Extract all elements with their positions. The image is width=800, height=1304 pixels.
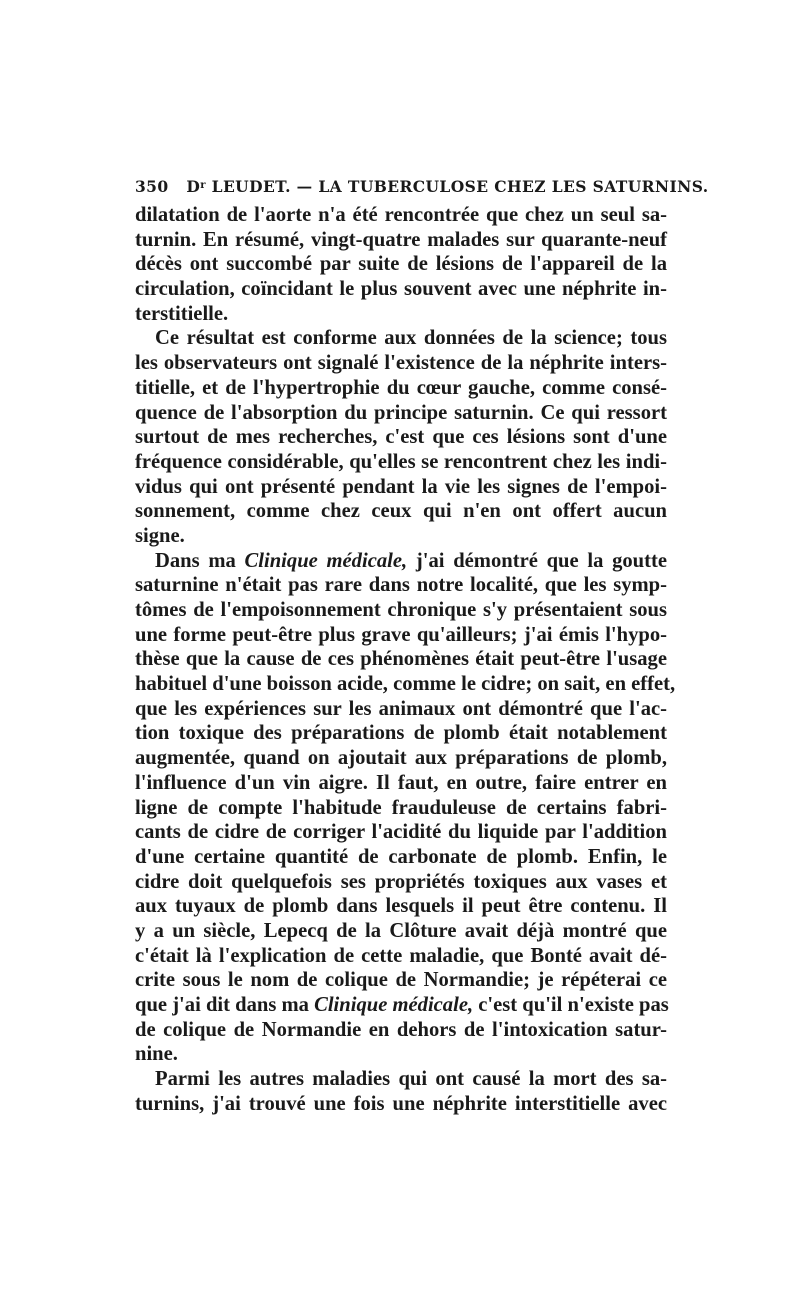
text-segment: que j'ai dit dans ma: [135, 994, 315, 1016]
text-line: terstitielle.: [135, 302, 229, 325]
text-line: [135, 549, 667, 574]
text-line: nine.: [135, 1043, 178, 1066]
text-line: cants de cidre de corriger l'acidité du liquide par l'addition: [135, 821, 667, 844]
text-line: augmentée, quand on ajoutait aux préparations de plomb,: [135, 747, 667, 770]
paragraph: [135, 326, 667, 548]
running-head: [135, 177, 709, 196]
text-line: saturnine n'était pas rare dans notre localité, que les symp-: [135, 574, 667, 597]
text-line: de colique de Normandie en dehors de l'intoxication satur-: [135, 1018, 667, 1041]
text-line: signe.: [135, 524, 185, 547]
text-line: Ce résultat est conforme aux données de la science; tous: [155, 327, 667, 350]
text-line: circulation, coïncidant le plus souvent avec une néphrite in-: [135, 278, 667, 301]
text-line: aux tuyaux de plomb dans lesquels il peut être contenu. Il: [135, 895, 667, 918]
author-prefix-superscript: r: [200, 180, 206, 191]
text-line: dilatation de l'aorte n'a été rencontrée que chez un seul sa-: [135, 204, 667, 226]
text-line: turnins, j'ai trouvé une fois une néphrite interstitielle avec: [135, 1092, 667, 1115]
text-line: d'une certaine quantité de carbonate de plomb. Enfin, le: [135, 845, 667, 868]
text-line: décès ont succombé par suite de lésions de l'appareil de la: [135, 253, 667, 276]
paragraph: [135, 1067, 667, 1116]
text-line: que les expériences sur les animaux ont démontré que l'ac-: [135, 697, 667, 720]
author-prefix: D: [186, 177, 201, 196]
text-line: l'influence d'un vin aigre. Il faut, en outre, faire entrer en: [135, 771, 667, 794]
text-line: les observateurs ont signalé l'existence de la néphrite inters-: [135, 352, 667, 375]
text-line: vidus qui ont présenté pendant la vie les signes de l'empoi-: [135, 475, 667, 498]
text-line: tion toxique des préparations de plomb était notablement: [135, 722, 667, 745]
text-line: tômes de l'empoisonnement chronique s'y présentaient sous: [135, 599, 667, 621]
italic-title: Clinique médicale,: [314, 994, 474, 1016]
text-segment: Dans ma: [155, 549, 245, 572]
text-segment: j'ai démontré que la goutte: [407, 549, 667, 572]
text-line: turnin. En résumé, vingt-quatre malades sur quarante-neuf: [135, 228, 667, 251]
body-text: [135, 203, 676, 1116]
text-line: titielle, et de l'hypertrophie du cœur gauche, comme consé-: [135, 376, 667, 399]
text-line: [135, 993, 667, 1018]
text-line: crite sous le nom de colique de Normandie; je répéterai ce: [135, 969, 667, 992]
text-line: c'était là l'explication de cette maladie, que Bonté avait dé-: [135, 944, 667, 967]
page-number: 350: [135, 177, 169, 196]
running-title: LEUDET. — LA TUBERCULOSE CHEZ LES SATURNINS.: [211, 177, 709, 196]
text-line: une forme peut-être plus grave qu'ailleurs; j'ai émis l'hypo-: [135, 623, 667, 646]
text-segment: c'est qu'il n'existe pas: [473, 994, 669, 1016]
paragraph: [135, 203, 667, 326]
italic-title: Clinique médicale,: [244, 549, 408, 572]
text-line: cidre doit quelquefois ses propriétés toxiques aux vases et: [135, 870, 667, 893]
text-line: surtout de mes recherches, c'est que ces lésions sont d'une: [135, 426, 667, 449]
text-line: y a un siècle, Lepecq de la Clôture avait déjà montré que: [135, 919, 667, 942]
text-line: sonnement, comme chez ceux qui n'en ont offert aucun: [135, 500, 667, 523]
paragraph: [135, 549, 676, 1067]
text-line: ligne de compte l'habitude frauduleuse de certains fabri-: [135, 796, 667, 819]
text-line: Parmi les autres maladies qui ont causé la mort des sa-: [155, 1068, 667, 1091]
text-line: fréquence considérable, qu'elles se rencontrent chez les indi-: [135, 450, 667, 473]
text-line: thèse que la cause de ces phénomènes était peut-être l'usage: [135, 648, 667, 671]
text-line: habituel d'une boisson acide, comme le cidre; on sait, en effet,: [135, 673, 676, 696]
text-line: quence de l'absorption du principe saturnin. Ce qui ressort: [135, 401, 667, 424]
